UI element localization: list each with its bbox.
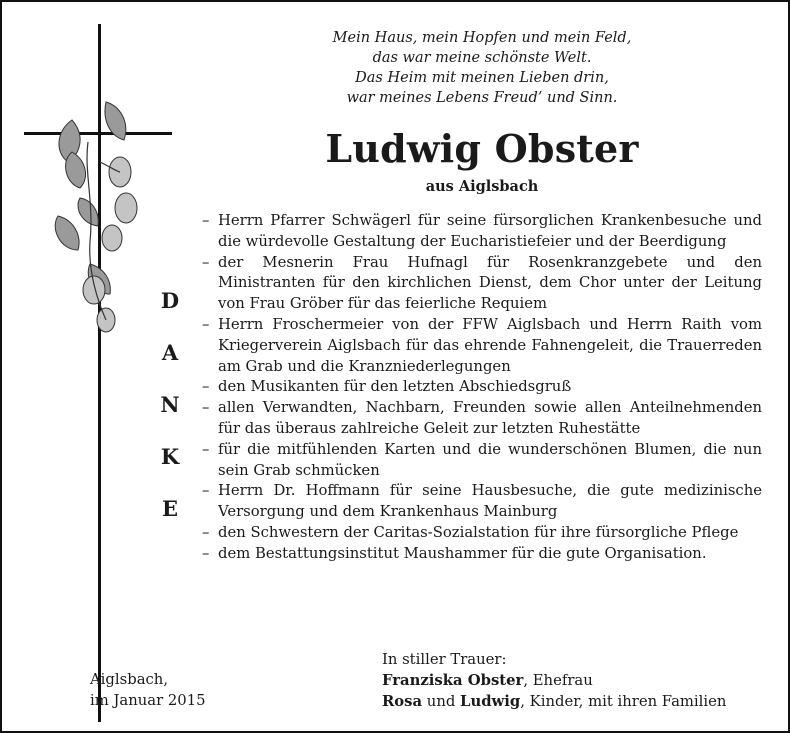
mourner-name: Ludwig — [460, 692, 521, 710]
deceased-name: Ludwig Obster — [325, 126, 639, 171]
place-date — [90, 670, 206, 712]
danke-letter: D — [160, 288, 180, 313]
poem-line: das war meine schönste Welt. — [372, 50, 592, 66]
mourning-heading: In stiller Trauer: — [382, 651, 507, 668]
danke-vertical — [150, 287, 190, 547]
danke-letter: A — [161, 340, 179, 365]
mourner-role: , Ehefrau — [523, 671, 593, 689]
thanks-item: – der Mesnerin Frau Hufnagl für Rosenkranzgebete und den Ministranten für den kirchlichen Dienst, dem Chor unter der Leitung von Frau Gröber für das feierliche Requiem — [202, 253, 762, 315]
mourner-wife — [382, 671, 726, 692]
mourner-name: Rosa — [382, 692, 423, 710]
danke-letter: E — [161, 496, 178, 521]
deceased-origin: aus Aiglsbach — [425, 178, 539, 195]
poem — [182, 28, 782, 108]
danke-letter: K — [160, 444, 180, 469]
thanks-item: – den Musikanten für den letzten Abschiedsgruß — [202, 377, 762, 398]
poem-line: Mein Haus, mein Hopfen und mein Feld, — [332, 30, 632, 46]
mourner-children — [382, 692, 726, 713]
poem-line: Das Heim mit meinen Lieben drin, — [355, 70, 609, 86]
place: Aiglsbach, — [90, 671, 169, 688]
thanks-item: – dem Bestattungsinstitut Maushammer für die gute Organisation. — [202, 544, 762, 565]
thanks-item: – den Schwestern der Caritas-Sozialstation für ihre fürsorgliche Pflege — [202, 523, 762, 544]
mourner-role: , Kinder, mit ihren Familien — [520, 692, 727, 710]
danke-letter: N — [160, 392, 180, 417]
conjunction: und — [422, 692, 461, 710]
poem-line: war meines Lebens Freud’ und Sinn. — [346, 90, 618, 106]
mourners — [382, 650, 726, 712]
thanks-item: – für die mitfühlenden Karten und die wunderschönen Blumen, die nun sein Grab schmücken — [202, 440, 762, 482]
thanks-list — [202, 211, 762, 565]
thanks-item: – Herrn Froschermeier von der FFW Aiglsbach und Herrn Raith vom Kriegerverein Aiglsbach für das ehrende Fahnengeleit, die Trauerreden am Grab und die Kranzniederlegungen — [202, 315, 762, 377]
thanks-item: – Herrn Dr. Hoffmann für seine Hausbesuche, die gute medizinische Versorgung und dem Krankenhaus Mainburg — [202, 481, 762, 523]
date: im Januar 2015 — [90, 691, 206, 709]
mourner-name: Franziska Obster — [382, 671, 524, 689]
thanks-item: – allen Verwandten, Nachbarn, Freunden sowie allen Anteilnehmenden für das überaus zahlreiche Geleit zur letzten Ruhestätte — [202, 398, 762, 440]
thanks-item: – Herrn Pfarrer Schwägerl für seine fürsorglichen Krankenbesuche und die würdevolle Gestaltung der Eucharistiefeier und der Beerdigung — [202, 211, 762, 253]
